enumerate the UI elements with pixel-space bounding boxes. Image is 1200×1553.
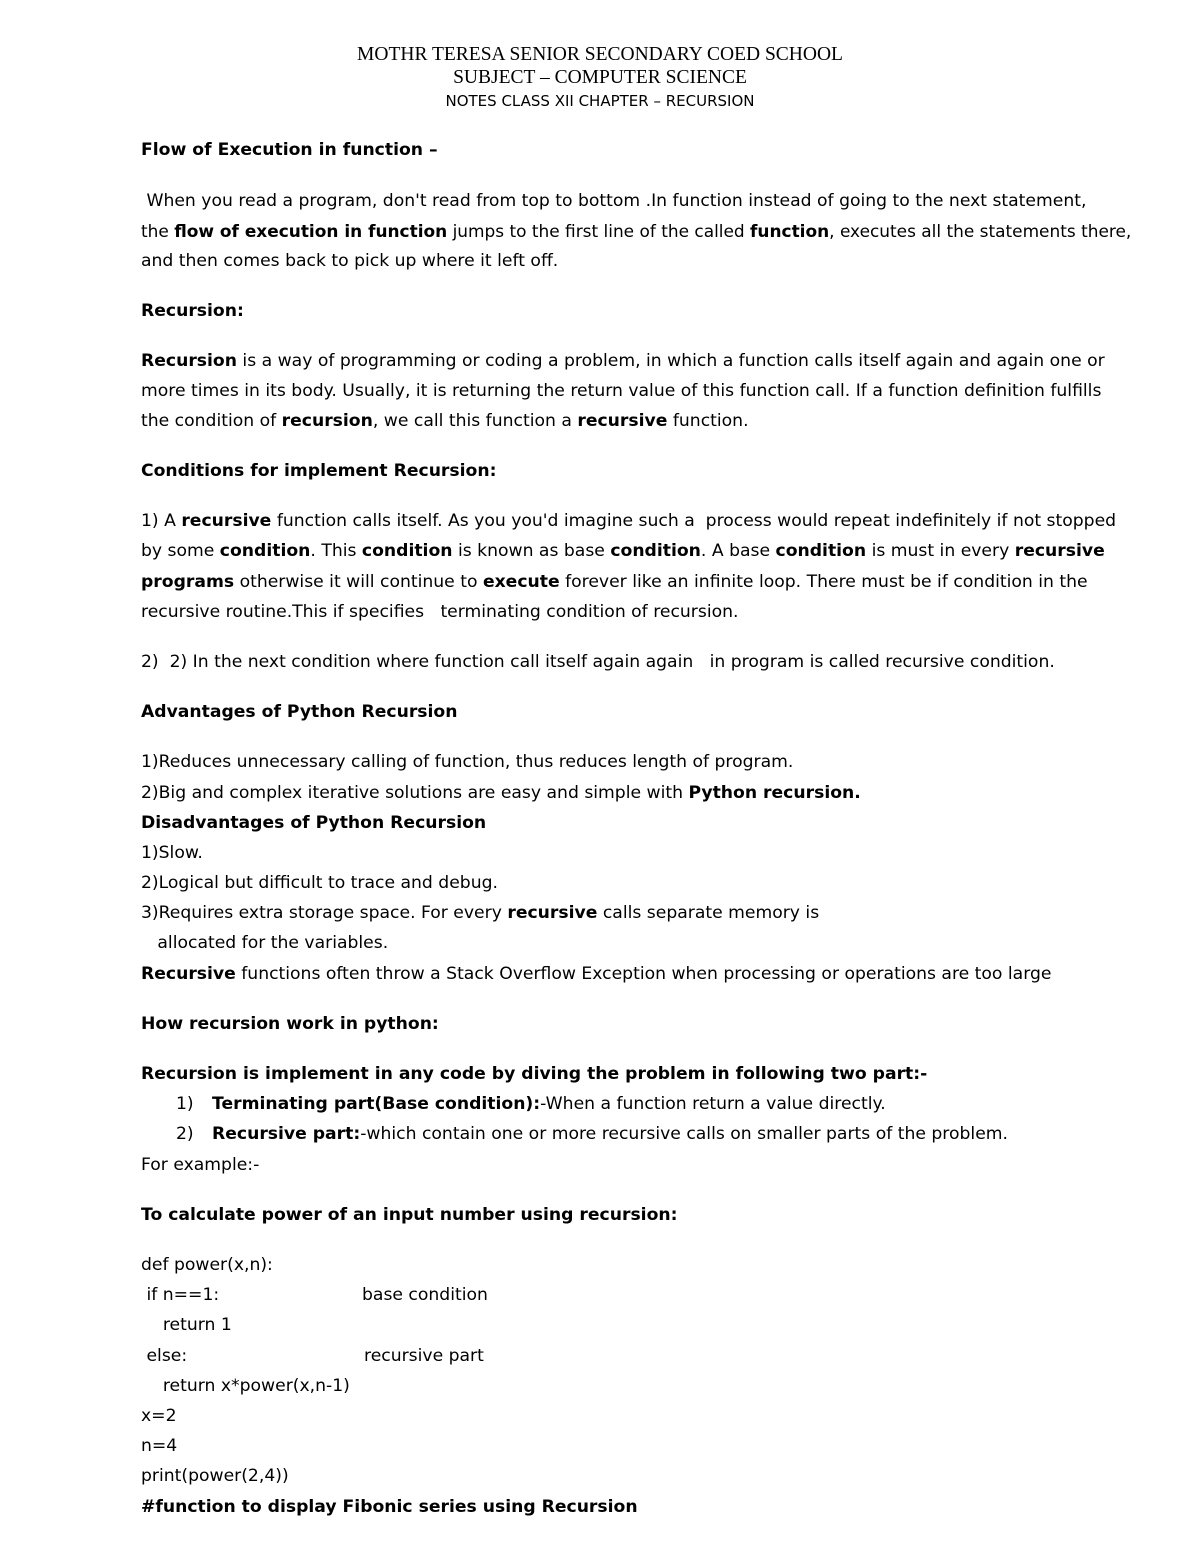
recursion-heading: Recursion: [141, 301, 244, 321]
disadvantage-item: 3)Requires extra storage space. For every recursive calls separate memory is [141, 903, 820, 923]
conditions-line-2: by some condition. This condition is known as base condition. A base condition is must in every recursive [141, 541, 1105, 561]
code-line: n=4 [141, 1436, 178, 1456]
part-number: 2) [176, 1124, 194, 1144]
conditions-heading: Conditions for implement Recursion: [141, 461, 497, 481]
disadvantage-item: 2)Logical but difficult to trace and debug. [141, 873, 498, 893]
disadvantage-note: Recursive functions often throw a Stack Overflow Exception when processing or operations are too large [141, 964, 1052, 984]
subject-line: SUBJECT – COMPUTER SCIENCE [453, 67, 747, 88]
code-line: x=2 [141, 1406, 177, 1426]
code-line: return x*power(x,n-1) [141, 1376, 350, 1396]
code-annotation: recursive part [364, 1346, 484, 1366]
recursion-line-3: the condition of recursion, we call this function a recursive function. [141, 411, 749, 431]
advantage-item: 2)Big and complex iterative solutions are easy and simple with Python recursion. [141, 783, 861, 803]
conditions-line-4: recursive routine.This if specifies terminating condition of recursion. [141, 602, 739, 622]
code-line: print(power(2,4)) [141, 1466, 289, 1486]
example-label: For example:- [141, 1155, 260, 1175]
how-heading: How recursion work in python: [141, 1014, 439, 1034]
flow-line-2: the flow of execution in function jumps to the first line of the called function, executes all the statements there, [141, 221, 1132, 241]
code-annotation: base condition [362, 1285, 488, 1305]
advantage-item: 1)Reduces unnecessary calling of function, thus reduces length of program. [141, 752, 794, 772]
disadvantages-heading: Disadvantages of Python Recursion [141, 813, 487, 833]
disadvantage-item: 1)Slow. [141, 843, 203, 863]
conditions-line-5: 2) 2) In the next condition where function call itself again again in program is called recursive condition. [141, 652, 1055, 672]
flow-heading: Flow of Execution in function – [141, 140, 438, 160]
code-line: if n==1: [141, 1285, 220, 1305]
code-line: def power(x,n): [141, 1255, 273, 1275]
code-line: return 1 [141, 1315, 232, 1335]
power-heading: To calculate power of an input number using recursion: [141, 1205, 678, 1225]
part-terminating: Terminating part(Base condition):-When a function return a value directly. [212, 1094, 886, 1114]
part-recursive: Recursive part:-which contain one or more recursive calls on smaller parts of the problem. [212, 1124, 1008, 1144]
conditions-line-1: 1) A recursive function calls itself. As you you'd imagine such a process would repeat indefinitely if not stopped [141, 511, 1117, 531]
recursion-line-1: Recursion is a way of programming or coding a problem, in which a function calls itself again and again one or [141, 351, 1105, 371]
part-number: 1) [176, 1094, 194, 1114]
flow-line-3: and then comes back to pick up where it left off. [141, 251, 559, 271]
notes-title: NOTES CLASS XII CHAPTER – RECURSION [445, 92, 755, 110]
school-name: MOTHR TERESA SENIOR SECONDARY COED SCHOOL [357, 44, 843, 65]
recursion-line-2: more times in its body. Usually, it is returning the return value of this function call. If a function definition fulfills [141, 381, 1102, 401]
fibonacci-comment: #function to display Fibonic series using Recursion [141, 1497, 638, 1517]
disadvantage-item-cont: allocated for the variables. [141, 933, 389, 953]
advantages-heading: Advantages of Python Recursion [141, 702, 458, 722]
how-intro: Recursion is implement in any code by diving the problem in following two part:- [141, 1064, 928, 1084]
flow-line-1: When you read a program, don't read from top to bottom .In function instead of going to the next statement, [141, 191, 1087, 211]
conditions-line-3: programs otherwise it will continue to execute forever like an infinite loop. There must be if condition in the [141, 572, 1088, 592]
code-line: else: [141, 1346, 188, 1366]
